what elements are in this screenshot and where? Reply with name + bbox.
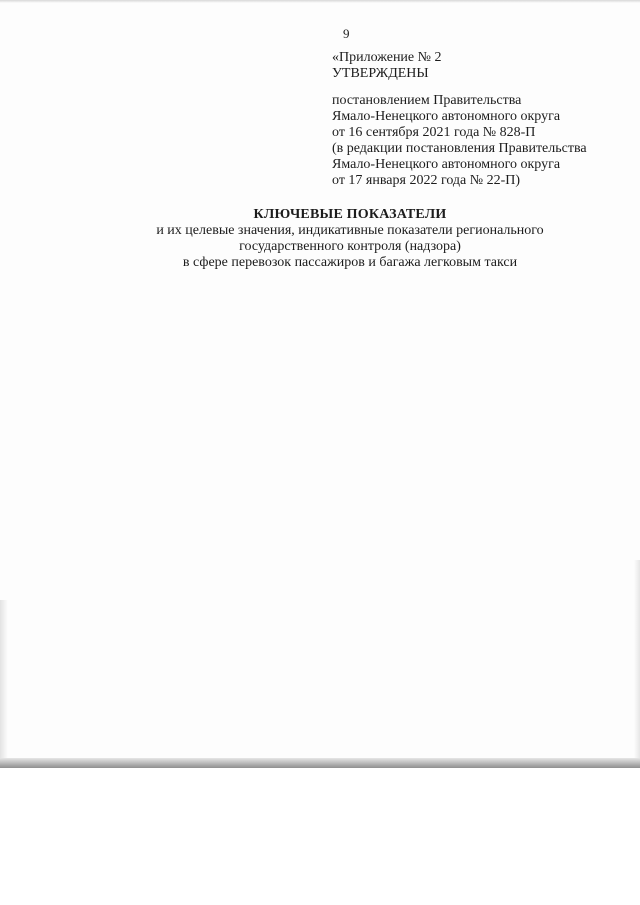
appendix-label: «Приложение № 2 <box>332 50 442 65</box>
document-title: КЛЮЧЕВЫЕ ПОКАЗАТЕЛИ <box>253 207 447 222</box>
approval-line: постановлением Правительства <box>332 93 522 108</box>
approval-line: Ямало-Ненецкого автономного округа <box>332 157 561 172</box>
scan-bottom-edge <box>0 758 640 768</box>
approved-label: УТВЕРЖДЕНЫ <box>332 66 429 81</box>
approval-reference <box>332 93 587 189</box>
approval-line: от 17 января 2022 года № 22-П) <box>332 173 521 188</box>
document-subtitle-line: и их целевые значения, индикативные показатели регионального <box>156 223 544 238</box>
approval-line: от 16 сентября 2021 года № 828-П <box>332 125 536 140</box>
approval-line: Ямало-Ненецкого автономного округа <box>332 109 561 124</box>
document-heading <box>0 207 640 271</box>
approval-line: (в редакции постановления Правительства <box>332 141 587 156</box>
document-subtitle-line: в сфере перевозок пассажиров и багажа легковым такси <box>182 255 518 270</box>
scan-edge-right <box>634 560 640 758</box>
document-subtitle-line: государственного контроля (надзора) <box>239 239 461 254</box>
appendix-header <box>332 50 442 82</box>
page-number: 9 <box>343 26 350 41</box>
scan-edge-left <box>0 600 8 758</box>
